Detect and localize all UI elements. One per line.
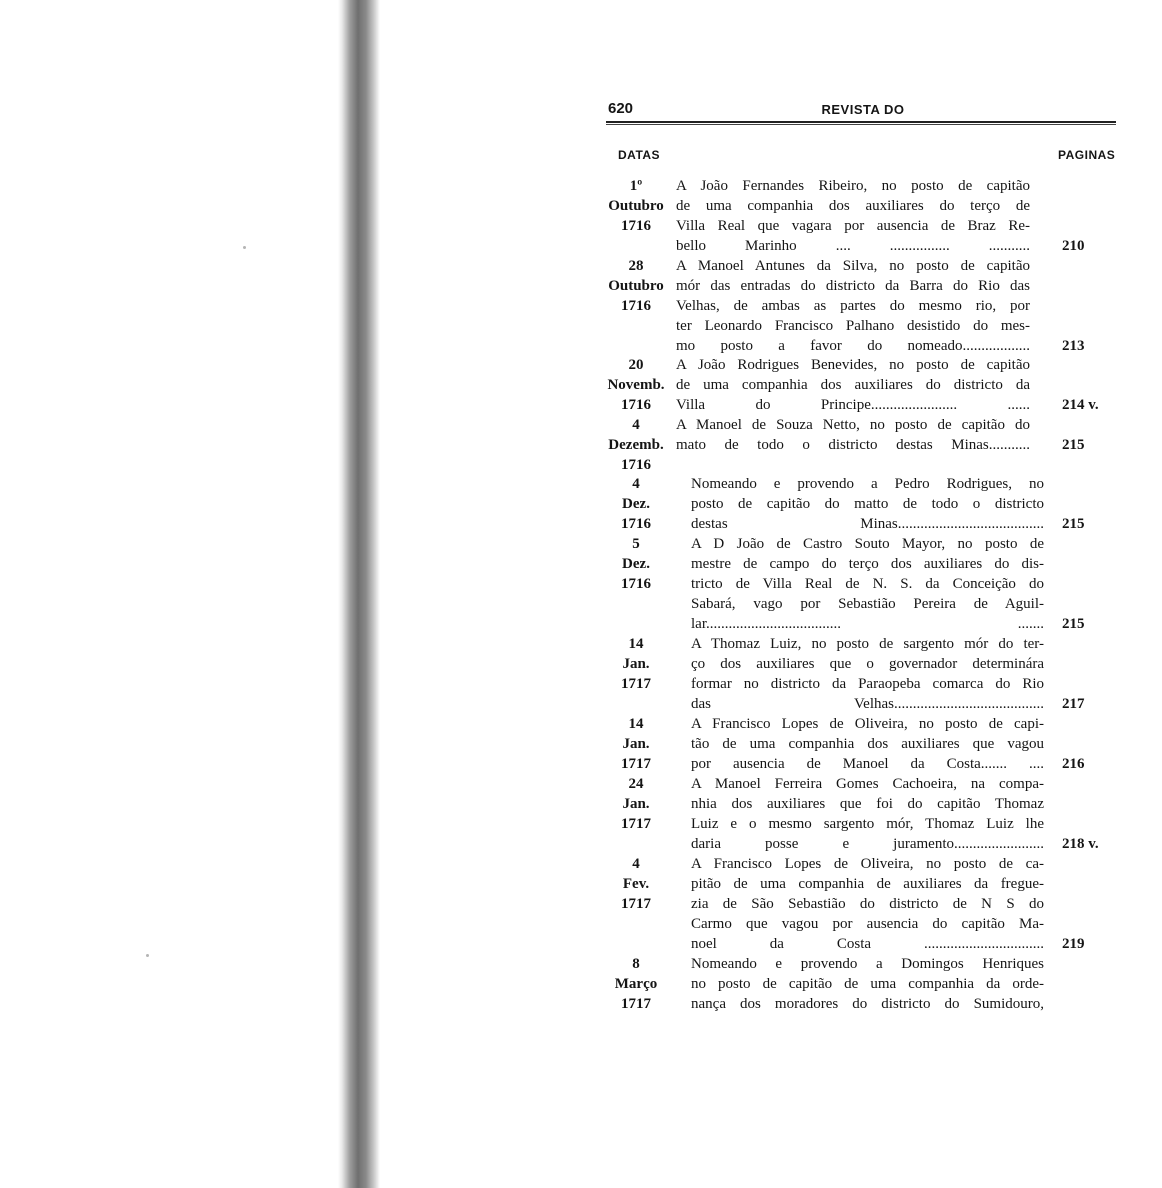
entry-text: A Francisco Lopes de Oliveira, no posto de capi- tão de uma companhia dos auxiliares que vagou por ausencia de Manoel da Costa....... ....	[691, 716, 1044, 772]
entry-text: A Manoel de Souza Netto, no posto de capitão do mato de todo o districto destas Minas...........	[676, 417, 1030, 453]
entry-date: 28 Outubro 1716	[608, 258, 664, 314]
entry-text: A Francisco Lopes de Oliveira, no posto de ca- pitão de uma companhia de auxiliares da fregue- zia de São Sebastião do districto de N S do Carmo que vagou por ausencia do capitão Ma- noel da Costa ................................	[691, 856, 1044, 952]
entry-page-ref: 218 v.	[1062, 836, 1099, 852]
column-header-pages: PAGINAS	[1058, 148, 1116, 162]
entry-page-ref: 215	[1062, 616, 1085, 632]
entry-text: A Manoel Antunes da Silva, no posto de capitão mór das entradas do districto da Barra do Rio das Velhas, de ambas as partes do mesmo rio, por ter Leonardo Francisco Palhano desistido do mes- mo posto a favor do nomeado..................	[676, 258, 1030, 354]
entry-text: A D João de Castro Souto Mayor, no posto de mestre de campo do terço dos auxiliares do dis- tricto de Villa Real de N. S. da Conceição do Sabará, vago por Sebastião Pereira de Aguil- lar.................................... .......	[691, 536, 1044, 632]
entry-date: 8 Março 1717	[614, 956, 658, 1012]
entry-text: A Thomaz Luiz, no posto de sargento mór do ter- ço dos auxiliares que o governador determinára formar no districto da Paraopeba comarca do Rio das Velhas........................................	[691, 636, 1044, 712]
entry-text: Nomeando e provendo a Domingos Henriques no posto de capitão de uma companhia da orde- nança dos moradores do districto do Sumidouro,	[691, 956, 1044, 1012]
entry-page-ref: 217	[1062, 696, 1085, 712]
entry-date: 5 Dez. 1716	[621, 536, 651, 592]
entry-date: 20 Novemb. 1716	[607, 357, 665, 413]
header-rule	[606, 121, 1116, 125]
entry-page-ref: 219	[1062, 936, 1085, 952]
entry-date: 1º Outubro 1716	[608, 178, 664, 234]
entry-date: 4 Fev. 1717	[621, 856, 651, 912]
entry-page-ref: 215	[1062, 437, 1085, 453]
entry-text: A Manoel Ferreira Gomes Cachoeira, na compa- nhia dos auxiliares que foi do capitão Thomaz Luiz e o mesmo sargento mór, Thomaz Luiz lhe daria posse e juramento........................	[691, 776, 1044, 852]
entry-page-ref: 210	[1062, 238, 1085, 254]
entry-date: 4 Dez. 1716	[621, 476, 651, 532]
paper-speck	[146, 954, 149, 957]
entry-page-ref: 216	[1062, 756, 1085, 772]
paper-speck	[243, 246, 246, 249]
entry-page-ref: 213	[1062, 338, 1085, 354]
entry-date: 14 Jan. 1717	[621, 716, 651, 772]
entry-text: A João Rodrigues Benevides, no posto de capitão de uma companhia dos auxiliares do districto da Villa do Principe....................... ......	[676, 357, 1030, 413]
printed-page	[600, 96, 1130, 1176]
entry-date: 4 Dezemb. 1716	[608, 417, 664, 473]
column-header-dates: DATAS	[618, 148, 661, 162]
entry-text: A João Fernandes Ribeiro, no posto de capitão de uma companhia dos auxiliares do terço de Villa Real que vagara por ausencia de Braz Re- bello Marinho .... ................ ...........	[676, 178, 1030, 254]
entry-page-ref: 215	[1062, 516, 1085, 532]
entry-date: 14 Jan. 1717	[621, 636, 651, 692]
running-head	[608, 100, 1118, 122]
journal-title: REVISTA DO	[821, 102, 905, 117]
page-number: 620	[608, 100, 634, 117]
book-spine-shadow	[338, 0, 380, 1188]
entry-page-ref: 214 v.	[1062, 397, 1099, 413]
entry-text: Nomeando e provendo a Pedro Rodrigues, no posto de capitão do matto de todo o districto destas Minas.......................................	[691, 476, 1044, 532]
entry-date: 24 Jan. 1717	[621, 776, 651, 832]
